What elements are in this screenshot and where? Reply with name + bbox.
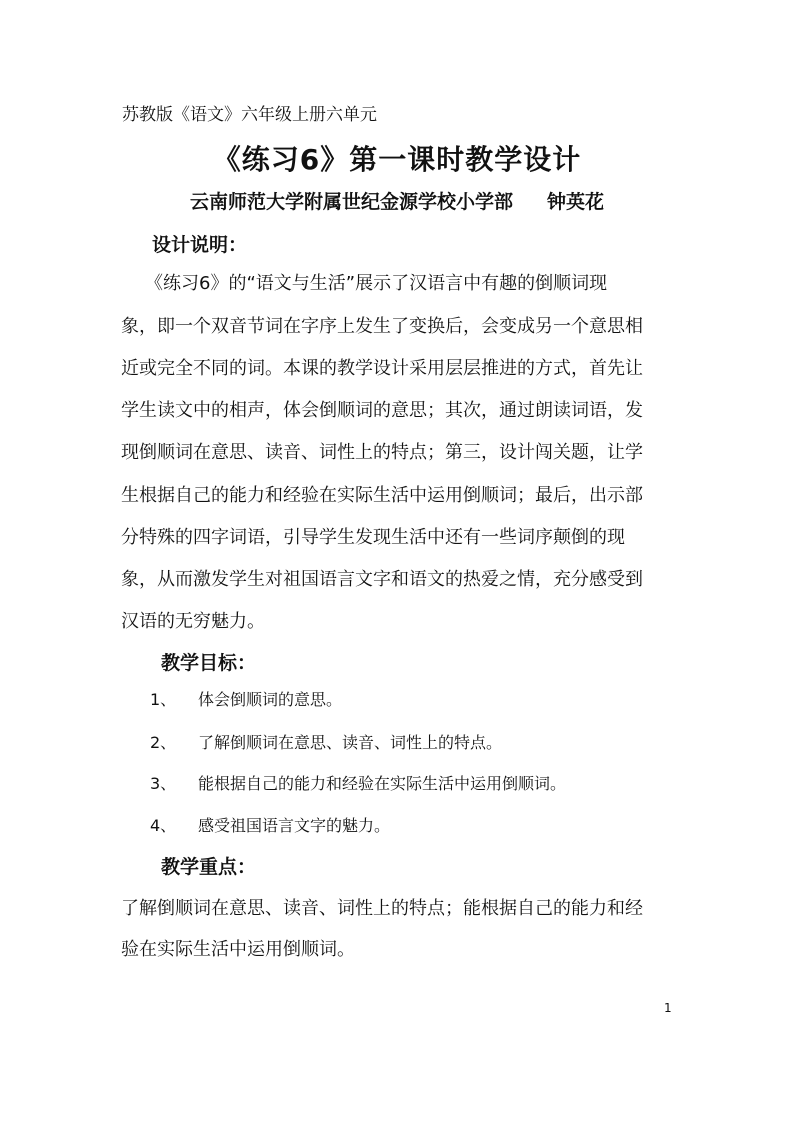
list-item-number: 4、 <box>150 816 177 835</box>
page-number: 1 <box>664 1001 672 1015</box>
objectives-heading: 教学目标： <box>161 652 257 674</box>
paragraph-line: 近或完全不同的词。本课的教学设计采用层层推进的方式，首先让 <box>121 358 643 379</box>
paragraph-line: 《练习6》的“语文与生活”展示了汉语言中有趣的倒顺词现 <box>145 273 608 294</box>
list-item <box>0 732 794 754</box>
document-title: 《练习6》第一课时教学设计 <box>212 143 582 176</box>
paragraph-line: 象，从而激发学生对祖国语言文字和语文的热爱之情，充分感受到 <box>121 569 643 590</box>
paragraph-line: 生根据自己的能力和经验在实际生活中运用倒顺词；最后，出示部 <box>121 485 643 506</box>
list-item-text: 体会倒顺词的意思。 <box>198 690 343 709</box>
list-item <box>0 815 794 837</box>
list-item-text: 感受祖国语言文字的魅力。 <box>198 816 391 835</box>
author-line <box>0 189 794 215</box>
paragraph-line: 分特殊的四字词语，引导学生发现生活中还有一些词序颠倒的现 <box>121 527 625 548</box>
list-item-number: 2、 <box>150 733 177 752</box>
list-item-text: 能根据自己的能力和经验在实际生活中运用倒顺词。 <box>198 774 567 793</box>
list-item <box>0 773 794 795</box>
key-points-heading: 教学重点： <box>161 856 257 878</box>
author-school: 云南师范大学附属世纪金源学校小学部 <box>189 191 513 213</box>
design-notes-heading: 设计说明： <box>152 234 248 256</box>
paragraph-line: 汉语的无穷魅力。 <box>121 611 265 632</box>
paragraph-line: 现倒顺词在意思、读音、词性上的特点；第三，设计闯关题，让学 <box>121 442 643 463</box>
paragraph-line: 验在实际生活中运用倒顺词。 <box>121 939 355 960</box>
author-name: 钟英花 <box>547 191 605 213</box>
list-item <box>0 689 794 711</box>
paragraph-line: 了解倒顺词在意思、读音、词性上的特点；能根据自己的能力和经 <box>121 898 643 919</box>
document-subtitle: 苏教版《语文》六年级上册六单元 <box>122 105 377 125</box>
list-item-number: 3、 <box>150 774 177 793</box>
list-item-text: 了解倒顺词在意思、读音、词性上的特点。 <box>198 733 503 752</box>
list-item-number: 1、 <box>150 690 177 709</box>
paragraph-line: 象，即一个双音节词在字序上发生了变换后，会变成另一个意思相 <box>121 316 643 337</box>
paragraph-line: 学生读文中的相声，体会倒顺词的意思；其次，通过朗读词语，发 <box>121 400 643 421</box>
